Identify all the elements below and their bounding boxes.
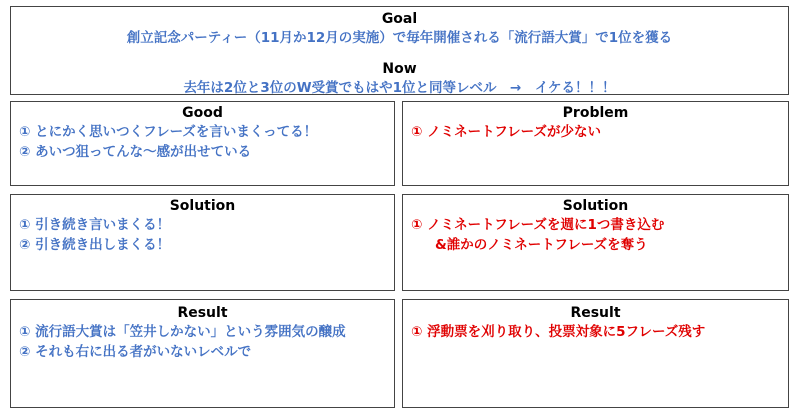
- solution-left-item-2: ② 引き続き出しまくる！: [19, 237, 171, 253]
- solution-left-heading: Solution: [169, 198, 236, 214]
- good-panel: [10, 101, 395, 186]
- result-left-heading: Result: [177, 305, 228, 321]
- problem-item-1: ① ノミネートフレーズが少ない: [411, 124, 602, 140]
- good-item-1: ① とにかく思いつくフレーズを言いまくってる！: [19, 124, 318, 140]
- good-heading: Good: [182, 105, 223, 121]
- goal-heading: Goal: [381, 11, 418, 27]
- result-right-heading: Result: [570, 305, 621, 321]
- result-right-panel: [402, 299, 789, 408]
- result-left-item-2: ② それも右に出る者がいないレベルで: [19, 344, 252, 360]
- solution-right-heading: Solution: [562, 198, 629, 214]
- now-text: 去年は2位と3位のW受賞でもはや1位と同等レベル → イケる！！！: [183, 80, 616, 96]
- solution-right-panel: [402, 194, 789, 291]
- solution-right-item-1: ① ノミネートフレーズを週に1つ書き込む: [411, 217, 665, 233]
- now-heading: Now: [382, 61, 417, 77]
- problem-heading: Problem: [562, 105, 629, 121]
- result-right-item-1: ① 浮動票を刈り取り、投票対象に5フレーズ残す: [411, 324, 706, 340]
- problem-panel: [402, 101, 789, 186]
- result-left-panel: [10, 299, 395, 408]
- goal-now-panel: [10, 6, 789, 95]
- result-left-item-1: ① 流行語大賞は「笠井しかない」という雰囲気の醸成: [19, 324, 346, 340]
- goal-text: 創立記念パーティー（11月か12月の実施）で毎年開催される「流行語大賞」で1位を獲る: [126, 30, 673, 46]
- good-item-2: ② あいつ狙ってんな〜感が出せている: [19, 144, 252, 160]
- solution-left-panel: [10, 194, 395, 291]
- solution-right-item-2: &誰かのノミネートフレーズを奪う: [435, 237, 648, 253]
- solution-left-item-1: ① 引き続き言いまくる！: [19, 217, 171, 233]
